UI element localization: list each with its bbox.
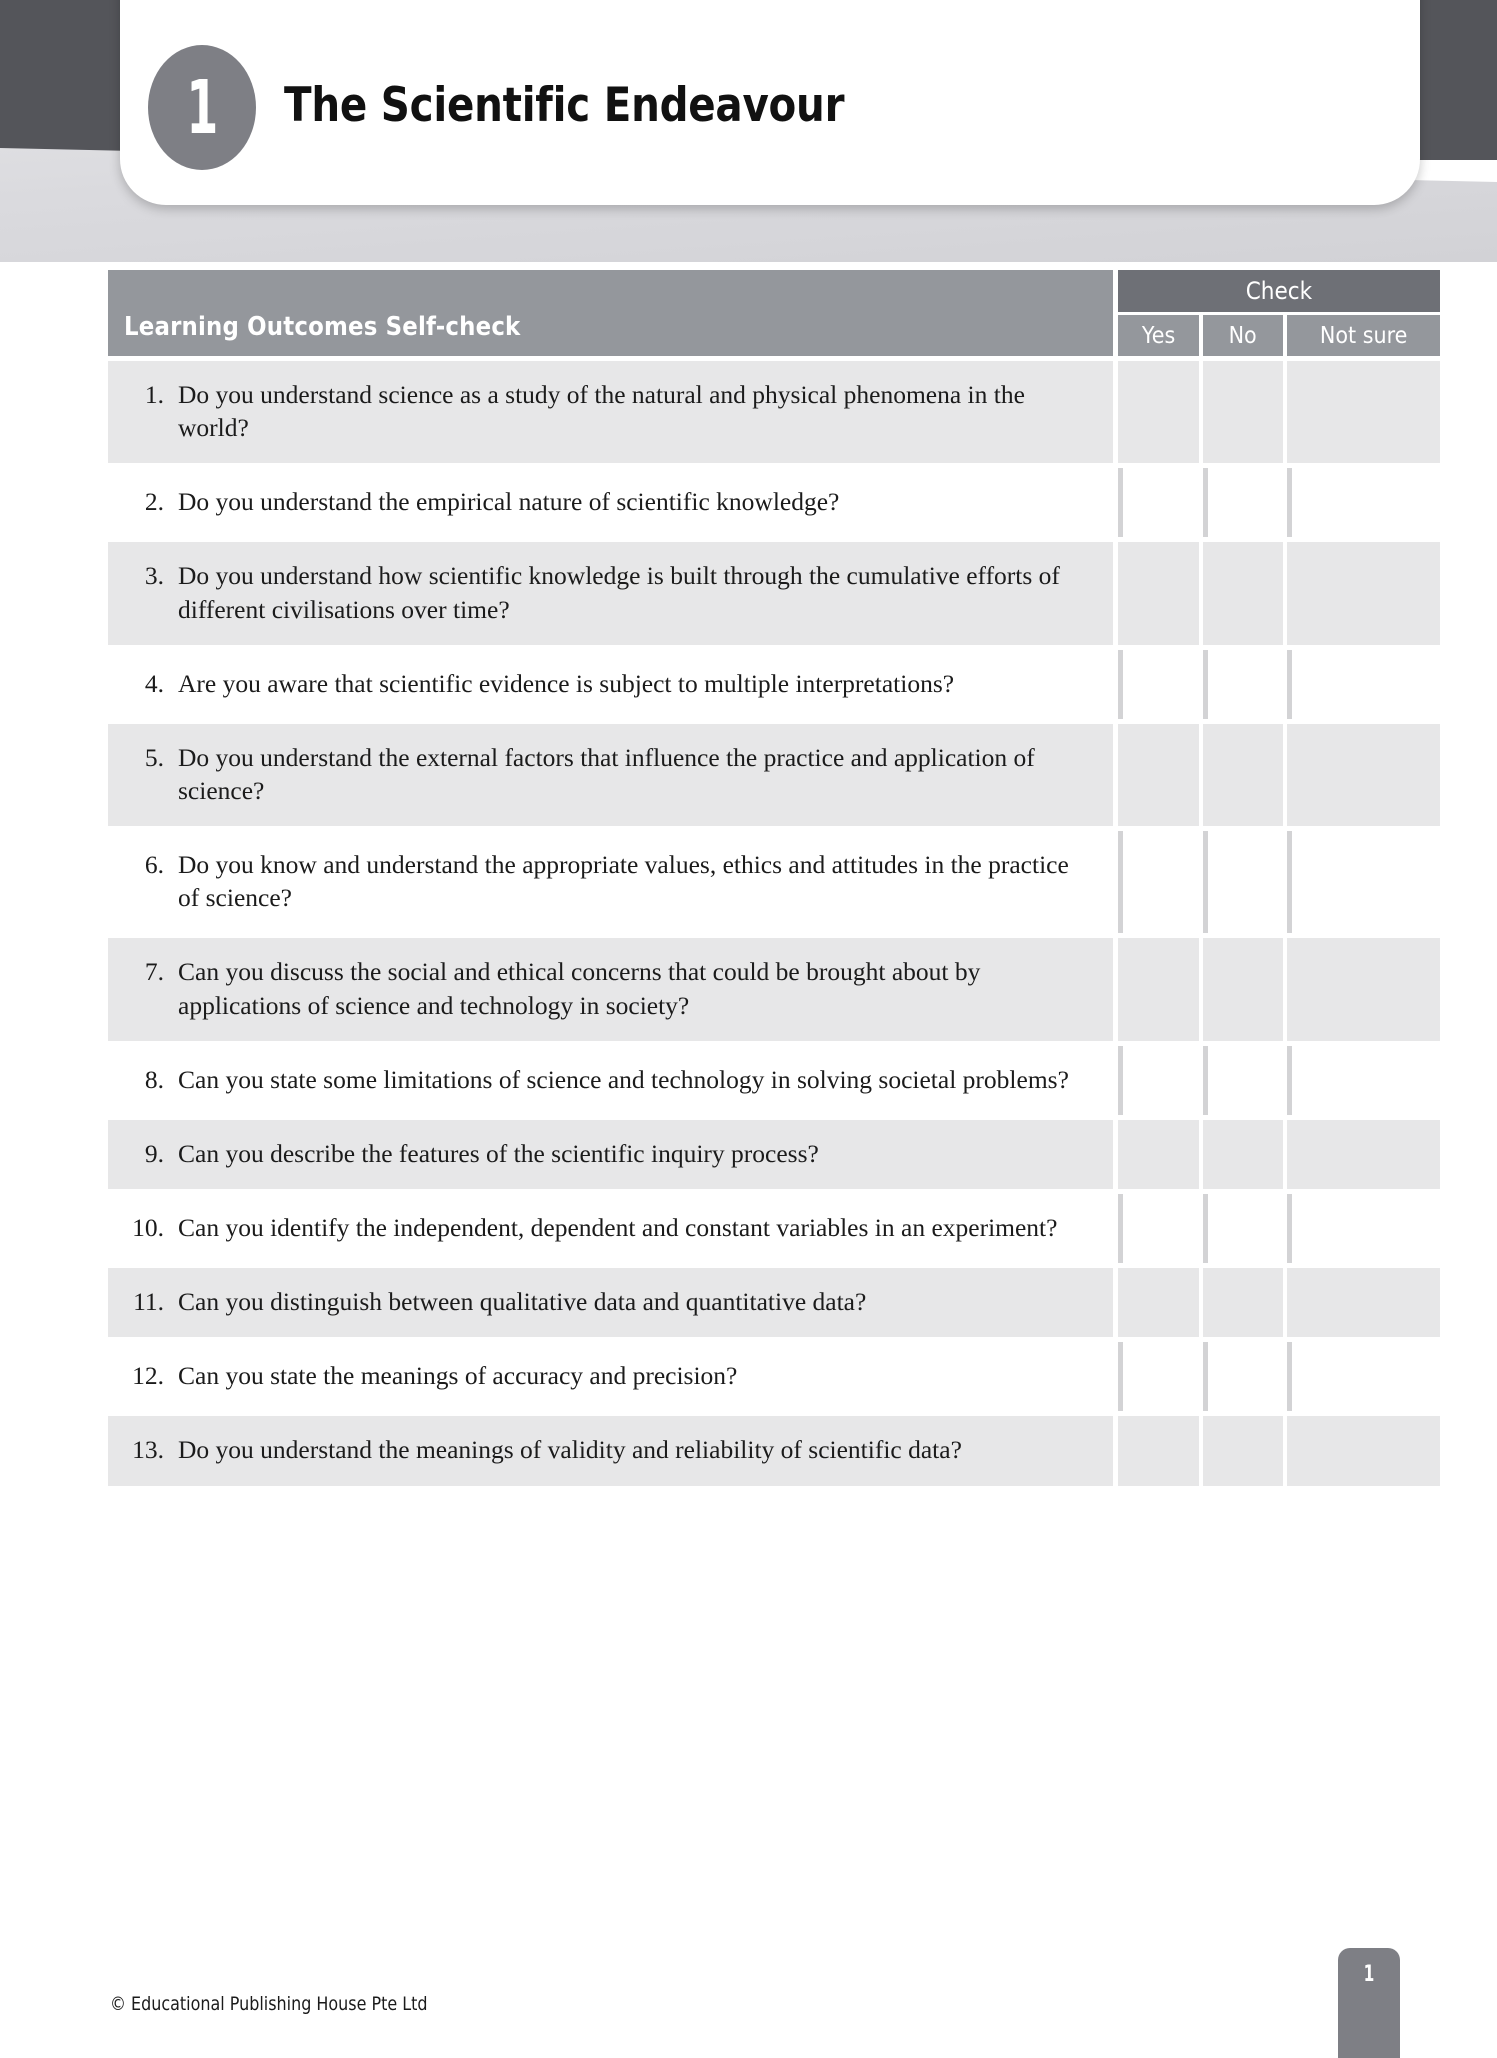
column-header-not-sure bbox=[1287, 315, 1440, 356]
page-title: The Scientific Endeavour bbox=[284, 78, 845, 133]
column-header-no-label: No bbox=[1228, 322, 1258, 349]
check-cells bbox=[1118, 650, 1440, 719]
checkbox-cell-no[interactable] bbox=[1203, 1342, 1283, 1411]
check-cells bbox=[1118, 542, 1440, 644]
question-cell bbox=[108, 1046, 1113, 1115]
question-cell bbox=[108, 724, 1113, 826]
checkbox-cell-yes[interactable] bbox=[1118, 1416, 1199, 1485]
checkbox-cell-yes[interactable] bbox=[1118, 650, 1199, 719]
table-row bbox=[108, 1120, 1440, 1189]
question-cell bbox=[108, 831, 1113, 933]
question-number: 8. bbox=[144, 1064, 164, 1094]
page-number-text: 1 bbox=[1363, 1962, 1375, 1987]
checkbox-cell-not-sure[interactable] bbox=[1287, 1342, 1440, 1411]
checkbox-cell-yes[interactable] bbox=[1118, 1120, 1199, 1189]
question-text: Can you state some limitations of science and technology in solving societal problems? bbox=[178, 1064, 1069, 1094]
checkbox-cell-yes[interactable] bbox=[1118, 542, 1199, 644]
question-number: 4. bbox=[144, 668, 164, 698]
checkbox-cell-no[interactable] bbox=[1203, 1046, 1283, 1115]
checkbox-cell-no[interactable] bbox=[1203, 361, 1283, 463]
table-row bbox=[108, 724, 1440, 826]
question-number: 12. bbox=[132, 1361, 164, 1391]
checkbox-cell-yes[interactable] bbox=[1118, 938, 1199, 1040]
question-cell bbox=[108, 1268, 1113, 1337]
checkbox-cell-yes[interactable] bbox=[1118, 1342, 1199, 1411]
checkbox-cell-no[interactable] bbox=[1203, 542, 1283, 644]
check-cells bbox=[1118, 468, 1440, 537]
checkbox-cell-no[interactable] bbox=[1203, 724, 1283, 826]
check-cells bbox=[1118, 724, 1440, 826]
question-number: 13. bbox=[132, 1435, 164, 1465]
check-cells bbox=[1118, 1120, 1440, 1189]
checkbox-cell-not-sure[interactable] bbox=[1287, 1194, 1440, 1263]
question-text: Do you understand how scientific knowledge is built through the cumulative efforts of different civilisations over time? bbox=[178, 561, 1060, 624]
check-cells bbox=[1118, 1046, 1440, 1115]
table-row bbox=[108, 1194, 1440, 1263]
table-row bbox=[108, 468, 1440, 537]
page-number-tab bbox=[1338, 1948, 1400, 2058]
checkbox-cell-no[interactable] bbox=[1203, 831, 1283, 933]
checkbox-cell-yes[interactable] bbox=[1118, 1194, 1199, 1263]
chapter-number-text: 1 bbox=[186, 64, 218, 151]
checkbox-cell-yes[interactable] bbox=[1118, 1046, 1199, 1115]
check-cells bbox=[1118, 1268, 1440, 1337]
check-cells bbox=[1118, 361, 1440, 463]
check-group-label-text: Check bbox=[1245, 277, 1313, 305]
check-header-group bbox=[1118, 270, 1440, 356]
table-row bbox=[108, 1342, 1440, 1411]
table-title-text: Learning Outcomes Self-check bbox=[124, 312, 521, 342]
question-text: Can you distinguish between qualitative data and quantitative data? bbox=[178, 1287, 867, 1317]
checkbox-cell-no[interactable] bbox=[1203, 1416, 1283, 1485]
checkbox-cell-not-sure[interactable] bbox=[1287, 650, 1440, 719]
table-body bbox=[108, 361, 1440, 1486]
checkbox-cell-no[interactable] bbox=[1203, 650, 1283, 719]
question-text: Do you understand science as a study of the natural and physical phenomena in the world? bbox=[178, 380, 1025, 443]
checkbox-cell-not-sure[interactable] bbox=[1287, 1416, 1440, 1485]
check-cells bbox=[1118, 938, 1440, 1040]
question-number: 3. bbox=[144, 561, 164, 591]
checkbox-cell-no[interactable] bbox=[1203, 468, 1283, 537]
question-number: 9. bbox=[144, 1138, 164, 1168]
column-header-yes bbox=[1118, 315, 1199, 356]
question-number: 5. bbox=[144, 742, 164, 772]
checkbox-cell-yes[interactable] bbox=[1118, 361, 1199, 463]
question-cell bbox=[108, 1194, 1113, 1263]
question-text: Do you understand the empirical nature of scientific knowledge? bbox=[178, 487, 840, 517]
table-row bbox=[108, 1416, 1440, 1485]
question-number: 1. bbox=[144, 380, 164, 409]
table-row bbox=[108, 361, 1440, 463]
checkbox-cell-not-sure[interactable] bbox=[1287, 724, 1440, 826]
table-row bbox=[108, 542, 1440, 644]
checkbox-cell-not-sure[interactable] bbox=[1287, 361, 1440, 463]
question-text: Can you discuss the social and ethical concerns that could be brought about by applications of science and technology in society? bbox=[178, 957, 981, 1020]
check-cells bbox=[1118, 831, 1440, 933]
copyright-notice: © Educational Publishing House Pte Ltd bbox=[110, 1993, 428, 2015]
table-row bbox=[108, 1046, 1440, 1115]
checkbox-cell-yes[interactable] bbox=[1118, 468, 1199, 537]
question-cell bbox=[108, 542, 1113, 644]
checkbox-cell-not-sure[interactable] bbox=[1287, 1046, 1440, 1115]
question-cell bbox=[108, 1342, 1113, 1411]
question-text: Can you state the meanings of accuracy and precision? bbox=[178, 1361, 738, 1391]
checkbox-cell-not-sure[interactable] bbox=[1287, 1268, 1440, 1337]
question-cell bbox=[108, 468, 1113, 537]
column-header-not-sure-label: Not sure bbox=[1319, 322, 1408, 349]
checkbox-cell-not-sure[interactable] bbox=[1287, 938, 1440, 1040]
question-number: 2. bbox=[144, 487, 164, 517]
question-text: Can you identify the independent, dependent and constant variables in an experiment? bbox=[178, 1212, 1058, 1242]
check-group-label bbox=[1118, 270, 1440, 312]
check-cells bbox=[1118, 1416, 1440, 1485]
chapter-number-badge bbox=[148, 45, 256, 170]
checkbox-cell-not-sure[interactable] bbox=[1287, 831, 1440, 933]
learning-outcomes-table bbox=[108, 270, 1440, 1486]
check-column-headers bbox=[1118, 315, 1440, 356]
question-number: 11. bbox=[133, 1287, 164, 1317]
checkbox-cell-not-sure[interactable] bbox=[1287, 1120, 1440, 1189]
question-cell bbox=[108, 1120, 1113, 1189]
column-header-no bbox=[1203, 315, 1283, 356]
check-cells bbox=[1118, 1342, 1440, 1411]
check-cells bbox=[1118, 1194, 1440, 1263]
checkbox-cell-no[interactable] bbox=[1203, 938, 1283, 1040]
question-number: 6. bbox=[144, 850, 164, 880]
question-text: Do you understand the external factors that influence the practice and application of science? bbox=[178, 742, 1035, 805]
question-text: Can you describe the features of the scientific inquiry process? bbox=[178, 1138, 819, 1168]
table-row bbox=[108, 831, 1440, 933]
question-number: 7. bbox=[144, 957, 164, 987]
question-text: Are you aware that scientific evidence is subject to multiple interpretations? bbox=[178, 668, 955, 698]
question-text: Do you understand the meanings of validity and reliability of scientific data? bbox=[178, 1435, 962, 1465]
checkbox-cell-no[interactable] bbox=[1203, 1268, 1283, 1337]
checkbox-cell-no[interactable] bbox=[1203, 1194, 1283, 1263]
checkbox-cell-not-sure[interactable] bbox=[1287, 542, 1440, 644]
question-cell bbox=[108, 1416, 1113, 1485]
column-header-yes-label: Yes bbox=[1141, 322, 1176, 349]
checkbox-cell-yes[interactable] bbox=[1118, 1268, 1199, 1337]
table-row bbox=[108, 938, 1440, 1040]
checkbox-cell-no[interactable] bbox=[1203, 1120, 1283, 1189]
table-header-row bbox=[108, 270, 1440, 356]
question-cell bbox=[108, 361, 1113, 463]
question-cell bbox=[108, 938, 1113, 1040]
checkbox-cell-not-sure[interactable] bbox=[1287, 468, 1440, 537]
table-row bbox=[108, 1268, 1440, 1337]
table-row bbox=[108, 650, 1440, 719]
question-text: Do you know and understand the appropriate values, ethics and attitudes in the practice of science? bbox=[178, 850, 1069, 913]
checkbox-cell-yes[interactable] bbox=[1118, 831, 1199, 933]
question-cell bbox=[108, 650, 1113, 719]
table-title-cell bbox=[108, 270, 1113, 356]
checkbox-cell-yes[interactable] bbox=[1118, 724, 1199, 826]
question-number: 10. bbox=[132, 1212, 164, 1242]
